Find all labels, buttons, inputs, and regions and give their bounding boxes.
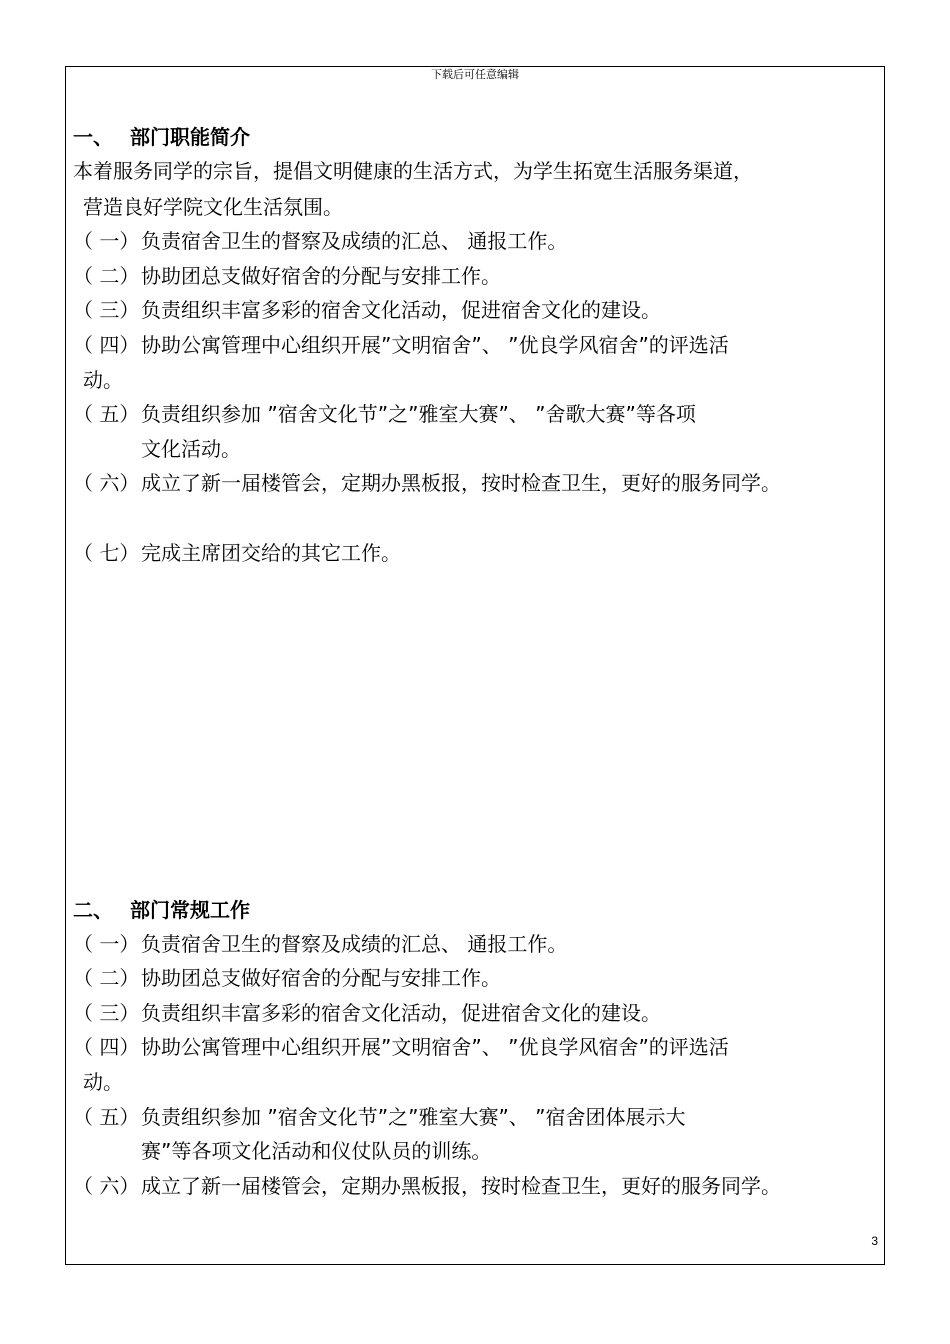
list-item (73, 296, 661, 324)
list-item (73, 331, 729, 359)
item-text: 协助公寓管理中心组织开展”文明宿舍”、 ”优良学风宿舍”的评选活 (141, 1035, 729, 1059)
list-item (73, 227, 567, 255)
section-2-heading (73, 896, 250, 924)
item-mark: （ 四） (73, 333, 140, 357)
item-text: 负责组织参加 ”宿舍文化节”之”雅室大赛”、 ”宿舍团体展示大 (141, 1105, 686, 1129)
list-item (73, 1103, 686, 1131)
header-note: 下载后可任意编辑 (431, 68, 519, 81)
page-number: 3 (871, 1234, 878, 1248)
item-text: 负责组织丰富多彩的宿舍文化活动，促进宿舍文化的建设。 (141, 298, 661, 322)
item-mark: （ 二） (73, 264, 140, 288)
item-mark: （ 七） (73, 541, 140, 565)
item-text: 负责组织参加 ”宿舍文化节”之”雅室大赛”、 ”舍歌大赛”等各项 (141, 402, 696, 426)
list-item (73, 539, 401, 567)
item-text: 负责宿舍卫生的督察及成绩的汇总、 通报工作。 (141, 932, 568, 956)
item-text: 成立了新一届楼管会，定期办黑板报，按时检查卫生，更好的服务同学。 (141, 1174, 781, 1198)
item-text: 协助团总支做好宿舍的分配与安排工作。 (141, 966, 501, 990)
item-mark: （ 四） (73, 1035, 140, 1059)
item-text: 负责宿舍卫生的督察及成绩的汇总、 通报工作。 (141, 229, 568, 253)
section-1-intro-line-1: 本着服务同学的宗旨，提倡文明健康的生活方式，为学生拓宽生活服务渠道， (73, 159, 753, 183)
section-2-title: 部门常规工作 (130, 898, 250, 922)
item-continuation: 赛”等各项文化活动和仪仗队员的训练。 (141, 1139, 492, 1163)
item-text: 完成主席团交给的其它工作。 (141, 541, 401, 565)
item-continuation: 动。 (83, 1070, 123, 1094)
item-mark: （ 三） (73, 1001, 140, 1025)
item-continuation: 文化活动。 (141, 437, 241, 461)
page-frame (65, 66, 885, 1265)
item-mark: （ 五） (73, 402, 140, 426)
list-item (73, 400, 696, 428)
list-item (73, 1172, 781, 1200)
item-mark: （ 六） (73, 471, 140, 495)
item-mark: （ 三） (73, 298, 140, 322)
list-item (73, 469, 781, 497)
list-item (73, 964, 501, 992)
list-item (73, 930, 567, 958)
item-text: 负责组织丰富多彩的宿舍文化活动，促进宿舍文化的建设。 (141, 1001, 661, 1025)
item-mark: （ 一） (73, 932, 140, 956)
item-mark: （ 六） (73, 1174, 140, 1198)
item-text: 协助公寓管理中心组织开展”文明宿舍”、 ”优良学风宿舍”的评选活 (141, 333, 729, 357)
list-item (73, 999, 661, 1027)
section-1-heading (73, 123, 250, 151)
list-item (73, 262, 501, 290)
list-item (73, 1033, 729, 1061)
section-1-intro-line-2: 营造良好学院文化生活氛围。 (83, 195, 343, 219)
section-2-number: 二、 (73, 898, 113, 922)
item-text: 成立了新一届楼管会，定期办黑板报，按时检查卫生，更好的服务同学。 (141, 471, 781, 495)
section-1-title: 部门职能简介 (130, 125, 250, 149)
item-mark: （ 二） (73, 966, 140, 990)
section-1-number: 一、 (73, 125, 113, 149)
item-mark: （ 一） (73, 229, 140, 253)
item-continuation: 动。 (83, 368, 123, 392)
item-text: 协助团总支做好宿舍的分配与安排工作。 (141, 264, 501, 288)
item-mark: （ 五） (73, 1105, 140, 1129)
